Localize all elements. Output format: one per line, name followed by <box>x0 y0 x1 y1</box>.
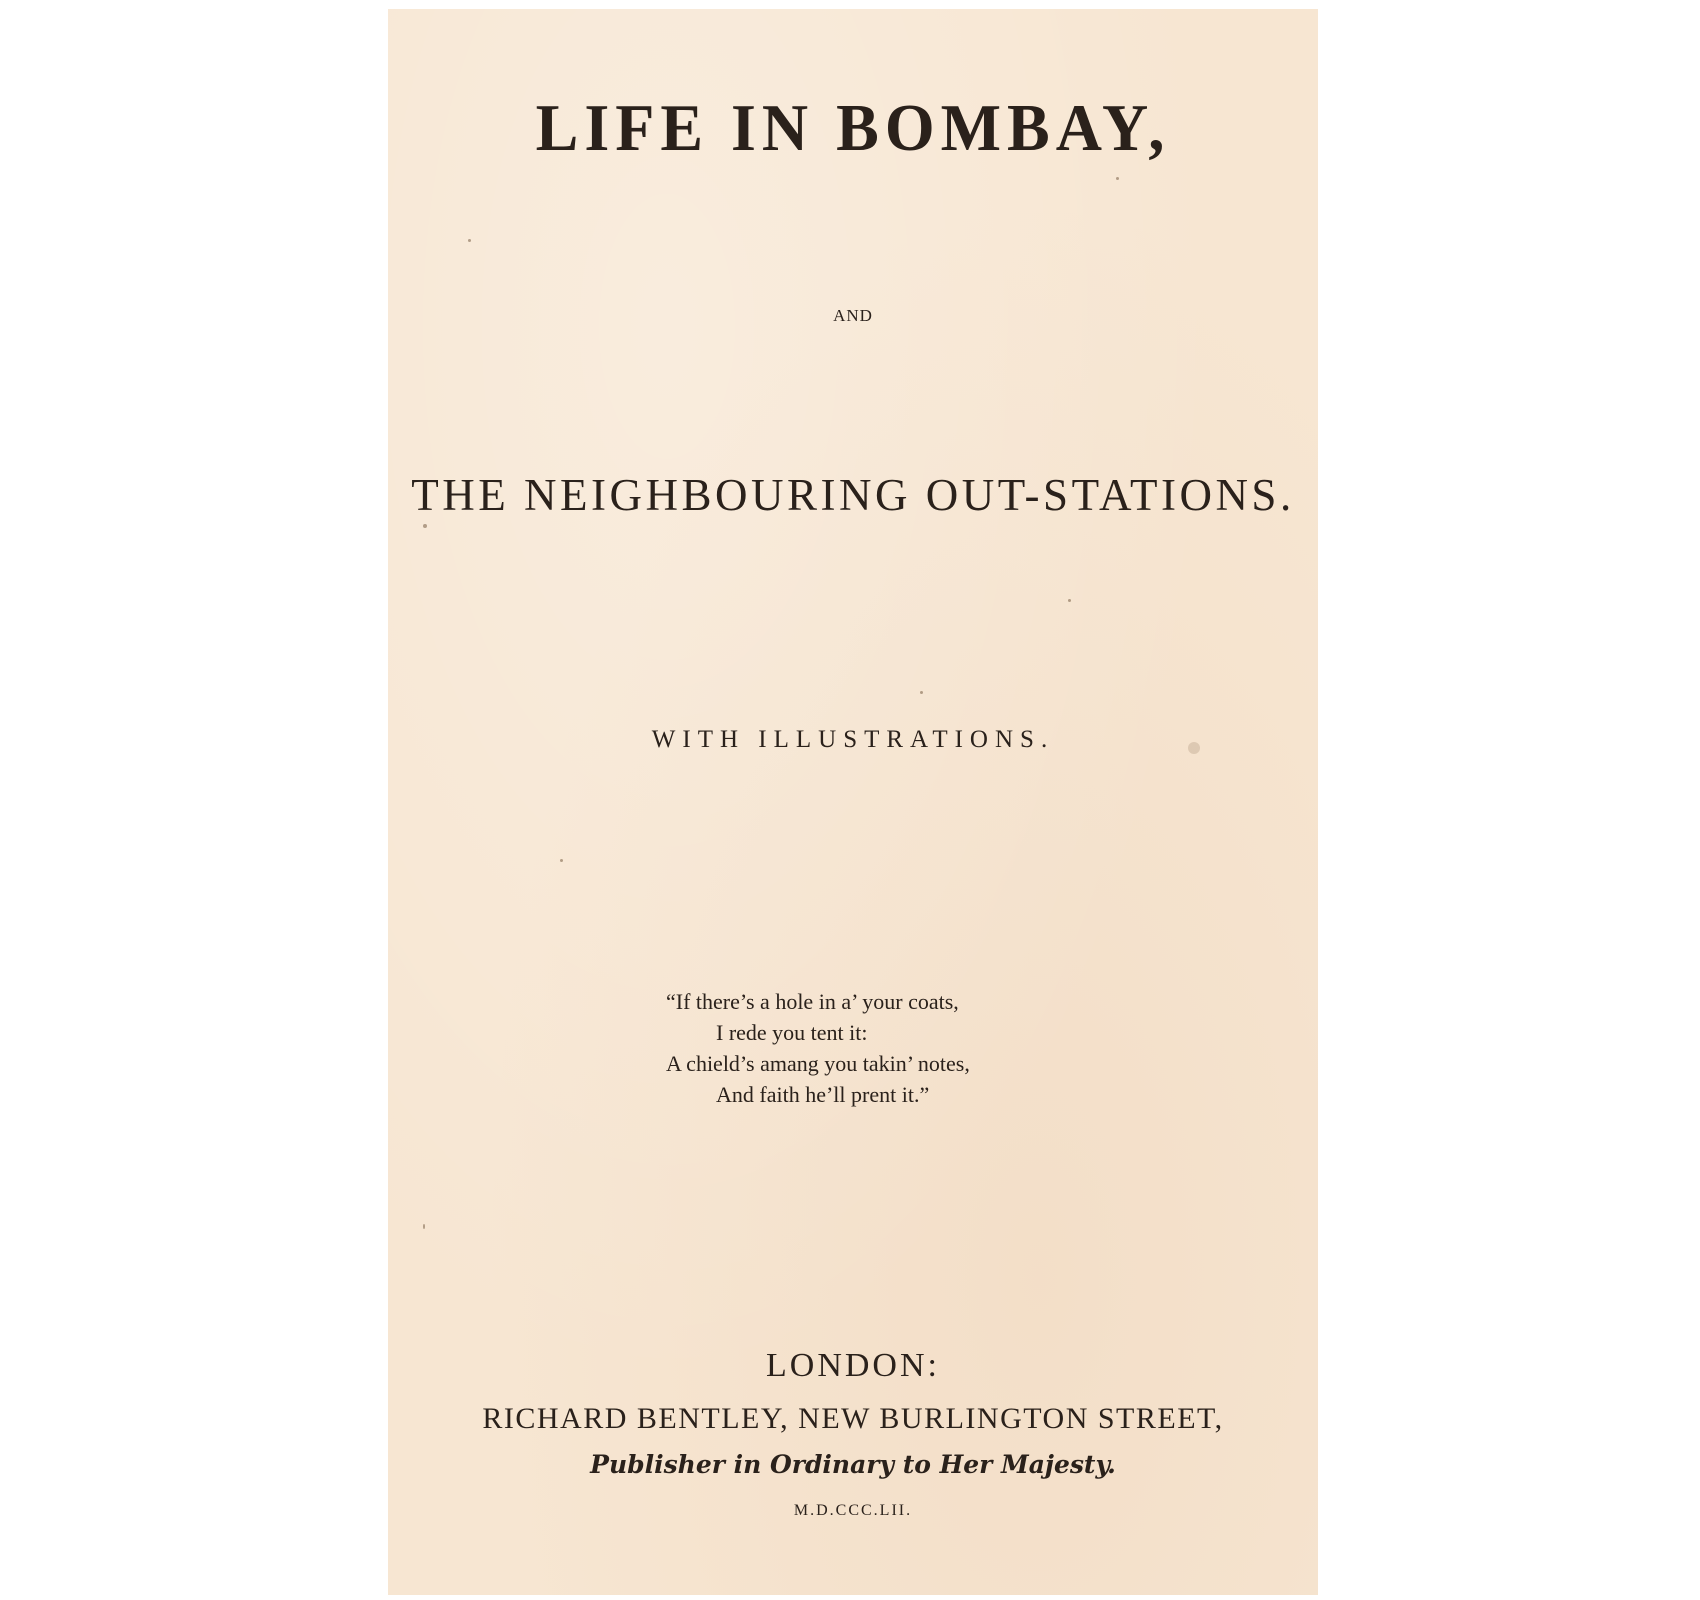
book-title-line-1: LIFE IN BOMBAY, <box>535 90 1171 165</box>
title-page <box>388 9 1318 1595</box>
book-title-line-2: THE NEIGHBOURING OUT-STATIONS. <box>411 470 1295 520</box>
paper-speck <box>920 691 923 694</box>
epigraph-line: And faith he’ll prent it.” <box>716 1082 930 1107</box>
epigraph-line: “If there’s a hole in a’ your coats, <box>666 989 959 1014</box>
imprint-city: LONDON: <box>766 1347 940 1384</box>
paper-speck <box>1068 599 1071 602</box>
paper-speck <box>1188 742 1200 754</box>
paper-speck <box>1116 177 1119 180</box>
epigraph-line: I rede you tent it: <box>716 1020 868 1045</box>
paper-speck <box>468 239 471 242</box>
title-conjunction: AND <box>833 306 873 325</box>
paper-speck <box>423 524 427 528</box>
epigraph-line: A chield’s amang you takin’ notes, <box>666 1051 970 1076</box>
paper-speck <box>560 859 563 862</box>
with-illustrations-note: WITH ILLUSTRATIONS. <box>651 726 1055 753</box>
epigraph <box>388 986 1318 1110</box>
imprint-appointment: Publisher in Ordinary to Her Majesty. <box>590 1450 1116 1479</box>
imprint-year: M.D.CCC.LII. <box>793 1502 913 1519</box>
paper-speck <box>423 1224 425 1229</box>
imprint-publisher: RICHARD BENTLEY, NEW BURLINGTON STREET, <box>482 1402 1224 1435</box>
